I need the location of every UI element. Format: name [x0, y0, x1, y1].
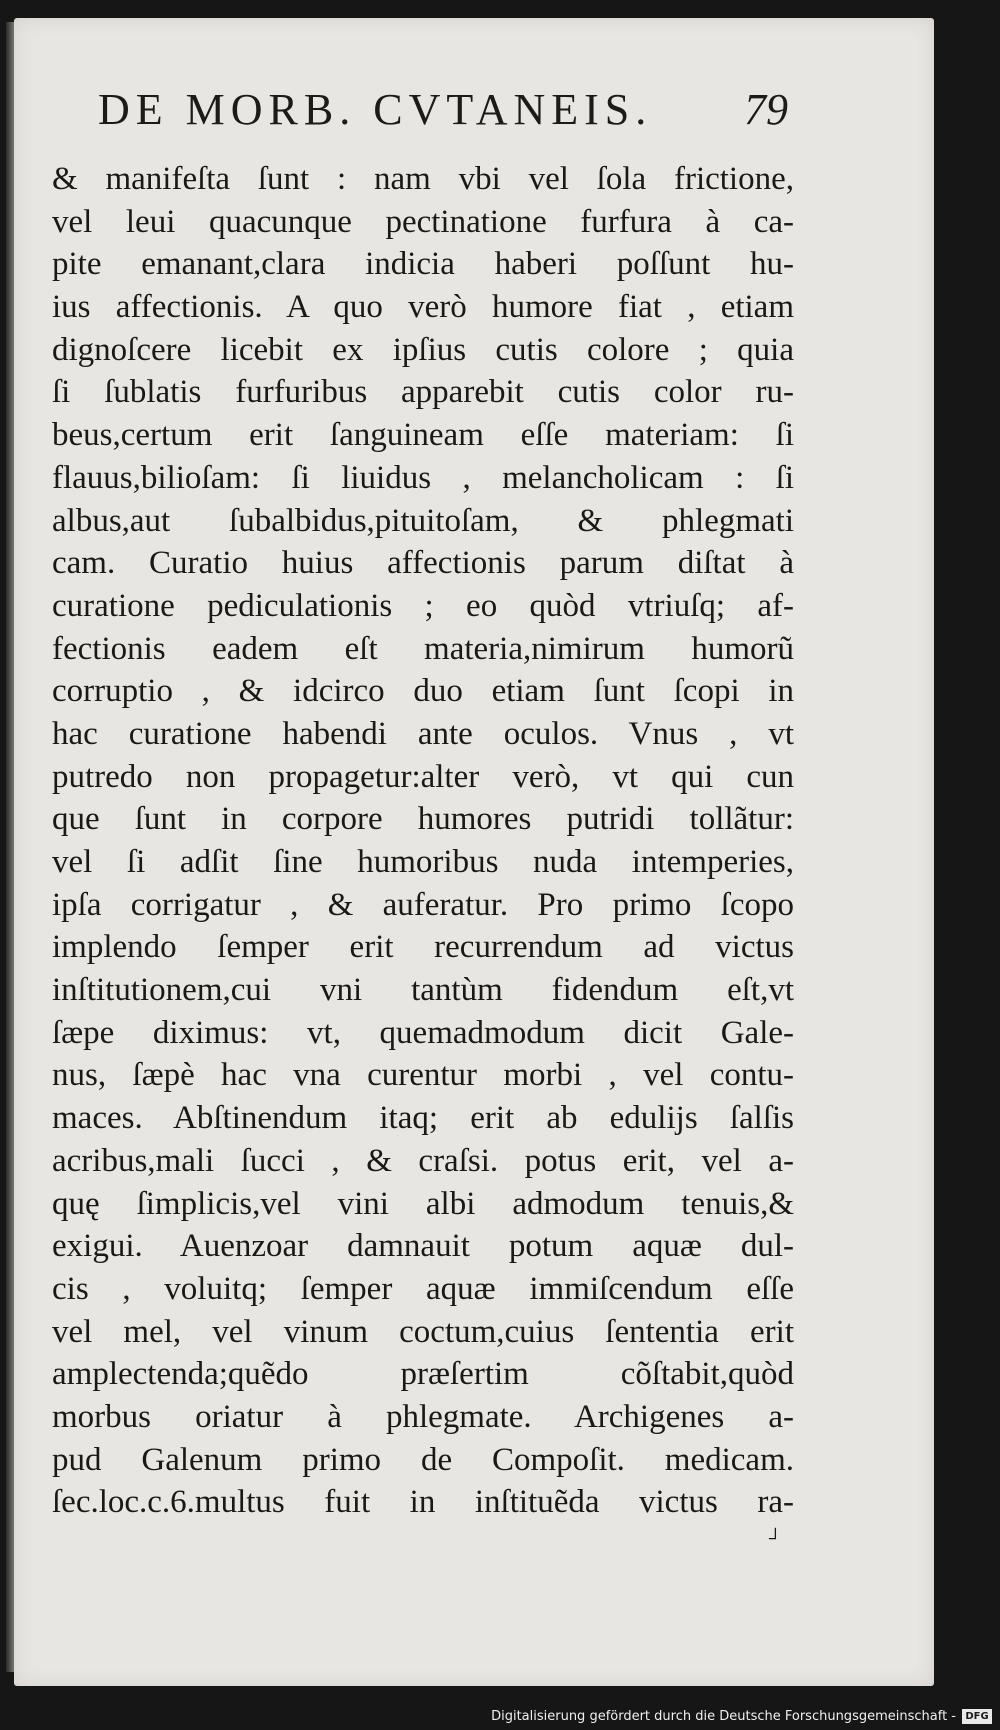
text-line: beus,certum erit ſanguineam eſſe materiam: ſi: [52, 417, 794, 454]
text-line: que ſunt in corpore humores putridi tollãtur:: [52, 801, 794, 838]
text-line: ipſa corrigatur , & auferatur. Pro primo ſcopo: [52, 886, 794, 923]
digitization-footer: [0, 1696, 1000, 1730]
text-line: ſec.loc.c.6.multus fuit in inſtituẽda victus ra-: [52, 1484, 794, 1521]
body-text: [52, 158, 794, 1524]
text-line: hac curatione habendi ante oculos. Vnus , vt: [52, 715, 794, 752]
line-end-mark: ┘: [769, 1528, 782, 1548]
text-line: dignoſcere licebit ex ipſius cutis colore ; quia: [52, 331, 794, 368]
text-line: quę ſimplicis,vel vini albi admodum tenuis,&: [52, 1185, 794, 1222]
text-line: corruptio , & idcirco duo etiam ſunt ſcopi in: [52, 673, 794, 710]
dfg-logo: DFG: [962, 1709, 992, 1724]
text-line: curatione pediculationis ; eo quòd vtriuſq; af-: [52, 587, 794, 624]
text-line: vel ſi adſit ſine humoribus nuda intemperies,: [52, 844, 794, 880]
text-line: exigui. Auenzoar damnauit potum aquæ dul-: [52, 1228, 794, 1265]
text-line: & manifeſta ſunt : nam vbi vel ſola frictione,: [52, 161, 794, 197]
text-line: inſtitutionem,cui vni tantùm fidendum eſt,vt: [52, 972, 794, 1009]
text-line: ius affectionis. A quo verò humore fiat , etiam: [52, 289, 794, 326]
text-line: vel mel, vel vinum coctum,cuius ſententia erit: [52, 1313, 794, 1350]
text-line: vel leui quacunque pectinatione furfura à ca-: [52, 203, 794, 240]
text-line: albus,aut ſubalbidus,pituitoſam, & phlegmati: [52, 502, 794, 539]
text-line: cam. Curatio huius affectionis parum diſtat à: [52, 545, 794, 582]
text-line: flauus,bilioſam: ſi liuidus , melancholicam : ſi: [52, 459, 794, 496]
text-line: amplectenda;quẽdo præſertim cõſtabit,quòd: [52, 1356, 794, 1393]
text-line: acribus,mali ſucci , & craſsi. potus erit, vel a-: [52, 1142, 794, 1179]
text-line: cis , voluitq; ſemper aquæ immiſcendum eſſe: [52, 1270, 794, 1307]
text-line: pite emanant,clara indicia haberi poſſunt hu-: [52, 246, 794, 283]
text-line: putredo non propagetur:alter verò, vt qui cun: [52, 758, 794, 795]
funding-credit: Digitalisierung gefördert durch die Deutsche Forschungsgemeinschaft -: [491, 1709, 956, 1724]
running-title: DE MORB. CVTANEIS.: [98, 85, 653, 134]
text-line: pud Galenum primo de Compoſit. medicam.: [52, 1441, 794, 1478]
book-page: [14, 18, 934, 1686]
page-number: 79: [744, 85, 788, 134]
text-line: ſi ſublatis furfuribus apparebit cutis color ru-: [52, 374, 794, 411]
text-line: fectionis eadem eſt materia,nimirum humorũ: [52, 630, 794, 667]
text-line: maces. Abſtinendum itaq; erit ab edulijs ſalſis: [52, 1100, 794, 1137]
text-line: implendo ſemper erit recurrendum ad victus: [52, 929, 794, 966]
text-line: nus, ſæpè hac vna curentur morbi , vel contu-: [52, 1057, 794, 1094]
text-line: ſæpe diximus: vt, quemadmodum dicit Gale-: [52, 1014, 794, 1051]
text-line: morbus oriatur à phlegmate. Archigenes a-: [52, 1398, 794, 1435]
